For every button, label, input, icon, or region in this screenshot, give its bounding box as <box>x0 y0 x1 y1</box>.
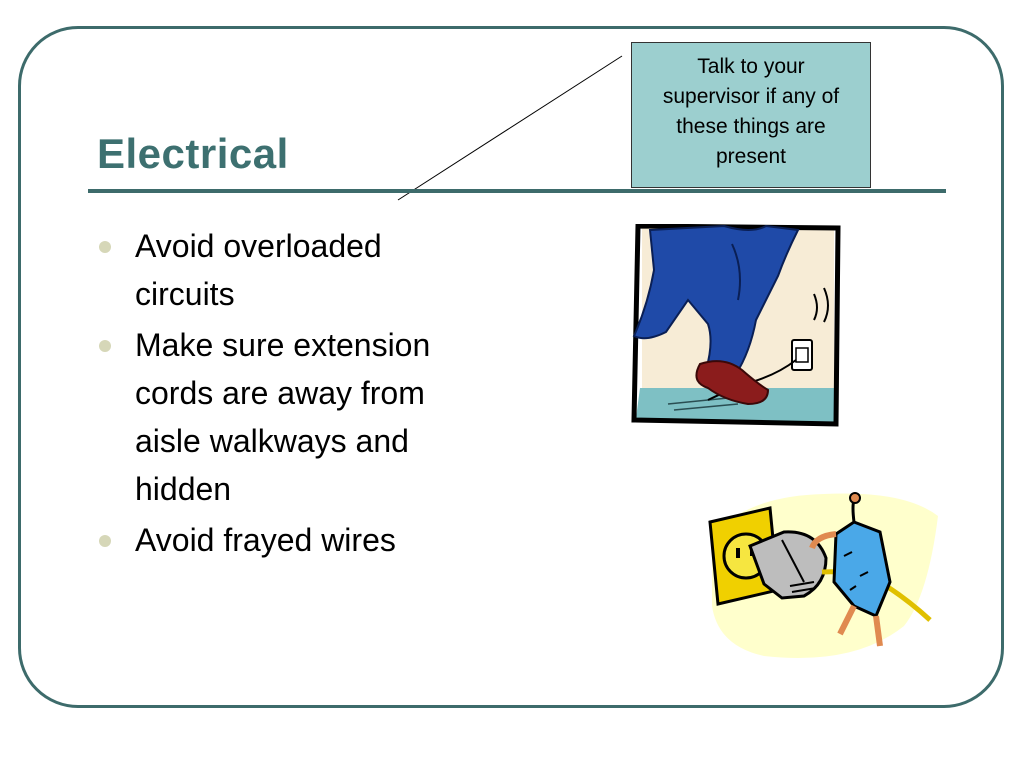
bullet-line: Avoid frayed wires <box>135 522 396 558</box>
bullet-item <box>97 516 517 564</box>
bullet-dot-icon <box>99 241 111 253</box>
damaged-plug-icon <box>704 486 940 676</box>
bullet-line: cords are away from <box>135 375 425 411</box>
bullet-line: circuits <box>135 276 235 312</box>
callout-line: present <box>715 145 787 168</box>
callout-box <box>631 42 871 188</box>
callout-line: these things are <box>676 115 826 138</box>
bullet-line: Make sure extension <box>135 327 431 363</box>
title-underline <box>88 189 946 193</box>
callout-line: Talk to your <box>697 55 805 78</box>
bullet-line: Avoid overloaded <box>135 228 382 264</box>
slide-title: Electrical <box>97 130 289 177</box>
bullet-item <box>97 222 517 318</box>
bullet-dot-icon <box>99 340 111 352</box>
bullet-list <box>97 222 517 567</box>
bullet-dot-icon <box>99 535 111 547</box>
bullet-line: aisle walkways and <box>135 423 409 459</box>
bullet-line: hidden <box>135 471 232 507</box>
callout-line: supervisor if any of <box>662 85 840 108</box>
bullet-item <box>97 321 517 513</box>
tripping-over-cord-icon <box>628 224 842 428</box>
